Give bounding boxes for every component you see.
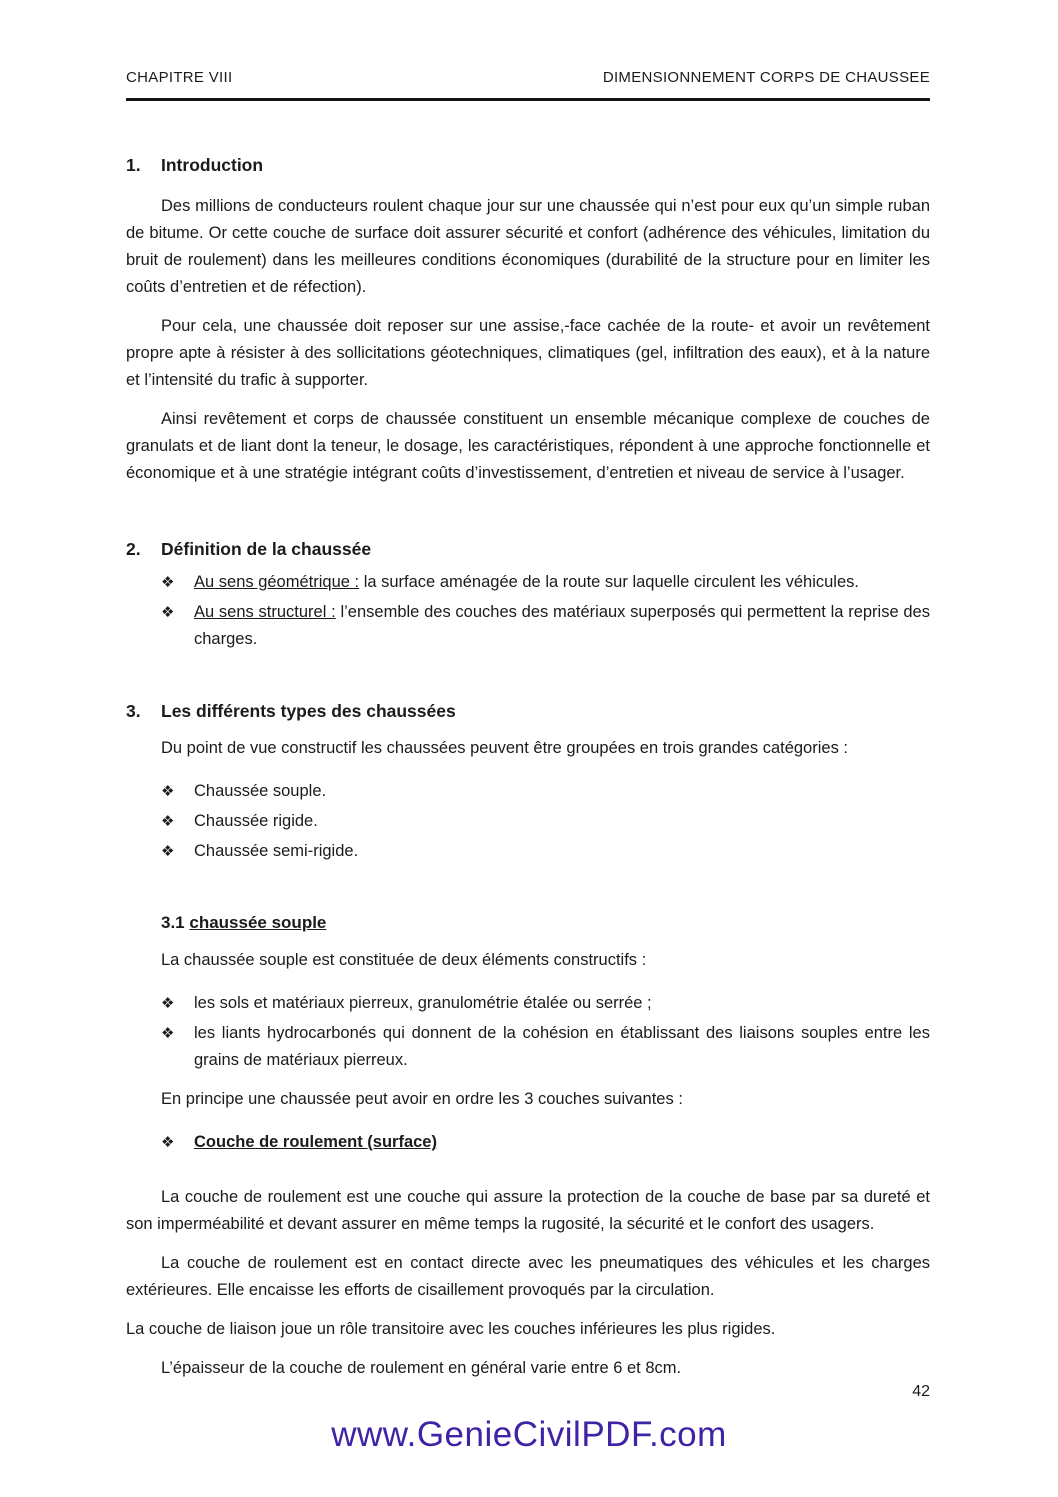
section-number: 2. xyxy=(126,539,141,559)
section-number: 1. xyxy=(126,155,141,175)
diamond-bullet-icon: ❖ xyxy=(161,604,175,621)
paragraph-liaison: La couche de liaison joue un rôle transitoire avec les couches inférieures les plus rigides. xyxy=(126,1320,776,1338)
diamond-bullet-icon: ❖ xyxy=(161,995,175,1012)
list-item xyxy=(161,1020,930,1074)
definition-list xyxy=(161,569,930,653)
diamond-bullet-icon: ❖ xyxy=(161,813,175,830)
section-title: Définition de la chaussée xyxy=(161,539,372,559)
couche-roulement-list xyxy=(161,1129,930,1156)
watermark-link[interactable]: www.GenieCivilPDF.com xyxy=(331,1415,727,1454)
definition-body: l’ensemble des couches des matériaux superposés qui permettent la reprise des charges. xyxy=(194,603,930,648)
paragraph-intro-1: Des millions de conducteurs roulent chaque jour sur une chaussée qui n’est pour eux qu’un simple ruban de bitume. Or cette couche de surface doit assurer sécurité et confort (adhérence des véhicules, limitation du bruit de roulement) dans les meilleures conditions économiques (durabilité de la structure pour en limiter les coûts d’entretien et de réfection). xyxy=(126,197,930,296)
list-item-text xyxy=(194,569,930,596)
souple-elements-list xyxy=(161,990,930,1074)
section-title: chaussée souple xyxy=(189,913,327,932)
paragraph-intro-3: Ainsi revêtement et corps de chaussée constituent un ensemble mécanique complexe de couches de granulats et de liant dont la teneur, le dosage, les caractéristiques, répondent à une approche fonctionnelle et économique et à une stratégie intégrant coûts d’investissement, d’entretien et niveau de service à l’usager. xyxy=(126,410,930,482)
couche-roulement-title: Couche de roulement (surface) xyxy=(194,1133,437,1151)
section-3-1-heading xyxy=(161,911,930,935)
list-item-text: les liants hydrocarbonés qui donnent de la cohésion en établissant des liaisons souples entre les grains de matériaux pierreux. xyxy=(194,1024,930,1069)
paragraph-types-intro: Du point de vue constructif les chaussées peuvent être groupées en trois grandes catégories : xyxy=(161,739,848,757)
definition-term: Au sens géométrique : xyxy=(194,573,360,591)
list-item-text: Chaussée souple. xyxy=(194,782,327,800)
pavement-types-list xyxy=(161,778,930,865)
chapter-label: CHAPITRE VIII xyxy=(126,69,233,86)
list-item xyxy=(161,808,930,835)
list-item-text xyxy=(194,599,930,653)
paragraph-intro-2: Pour cela, une chaussée doit reposer sur une assise,-face cachée de la route- et avoir un revêtement propre apte à résister à des sollicitations géotechniques, climatiques (gel, infiltration des eaux), et à la nature et l’intensité du trafic à supporter. xyxy=(126,317,930,389)
list-item xyxy=(161,838,930,865)
paragraph-roulement-2: La couche de roulement est en contact directe avec les pneumatiques des véhicules et les charges extérieures. Elle encaisse les efforts de cisaillement provoqués par la circulation. xyxy=(126,1254,930,1299)
list-item-text: les sols et matériaux pierreux, granulométrie étalée ou serrée ; xyxy=(194,994,652,1012)
page-number: 42 xyxy=(912,1383,930,1400)
definition-term: Au sens structurel : xyxy=(194,603,336,621)
paragraph-souple-intro: La chaussée souple est constituée de deux éléments constructifs : xyxy=(161,951,647,969)
section-title: Les différents types des chaussées xyxy=(161,701,456,721)
definition-body: la surface aménagée de la route sur laquelle circulent les véhicules. xyxy=(359,573,859,591)
section-number: 3. xyxy=(126,701,141,721)
list-item xyxy=(161,990,930,1017)
list-item xyxy=(161,599,930,653)
paragraph-roulement-1: La couche de roulement est une couche qui assure la protection de la couche de base par sa dureté et son imperméabilité et devant assurer en même temps la rugosité, la sécurité et le confort des usagers. xyxy=(126,1188,930,1233)
section-number: 3.1 xyxy=(161,913,185,932)
section-1-heading xyxy=(126,153,930,177)
list-item-text: Chaussée rigide. xyxy=(194,812,318,830)
diamond-bullet-icon: ❖ xyxy=(161,843,175,860)
list-item xyxy=(161,569,930,596)
list-item xyxy=(161,778,930,805)
document-title-label: DIMENSIONNEMENT CORPS DE CHAUSSEE xyxy=(602,69,930,86)
list-item xyxy=(161,1129,930,1156)
section-2-heading xyxy=(126,537,930,561)
page-header xyxy=(126,64,930,101)
section-title: Introduction xyxy=(161,155,264,175)
paragraph-epaisseur: L’épaisseur de la couche de roulement en général varie entre 6 et 8cm. xyxy=(161,1359,682,1377)
paragraph-couches-intro: En principe une chaussée peut avoir en ordre les 3 couches suivantes : xyxy=(161,1090,683,1108)
diamond-bullet-icon: ❖ xyxy=(161,574,175,591)
diamond-bullet-icon: ❖ xyxy=(161,783,175,800)
diamond-bullet-icon: ❖ xyxy=(161,1025,175,1042)
diamond-bullet-icon: ❖ xyxy=(161,1134,175,1151)
section-3-heading xyxy=(126,699,930,723)
list-item-text: Chaussée semi-rigide. xyxy=(194,842,359,860)
